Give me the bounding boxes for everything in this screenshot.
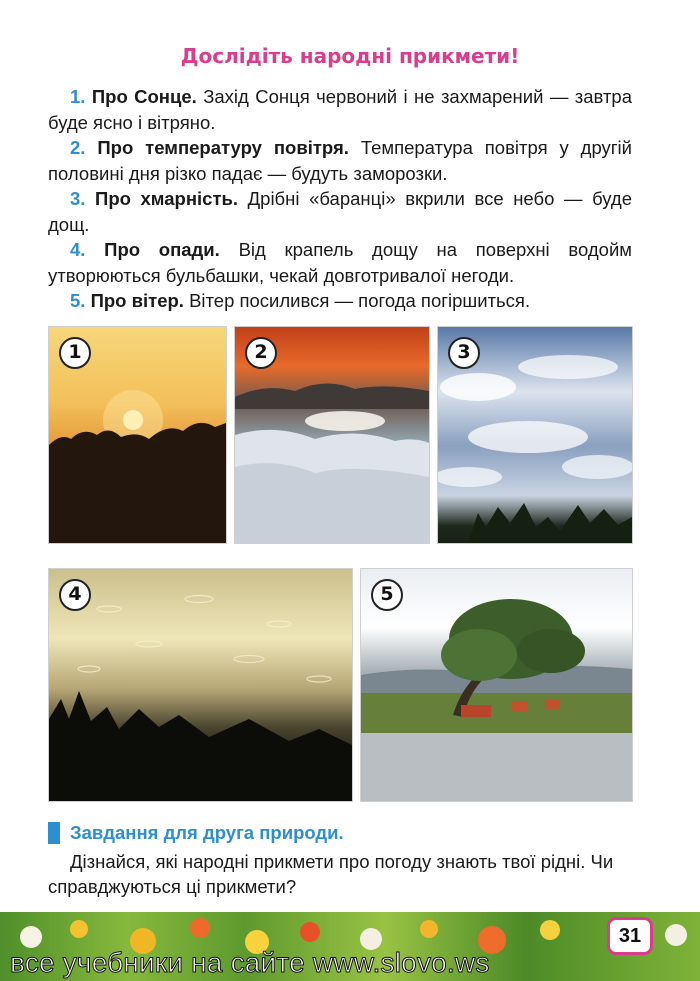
photo-number-badge: 1 — [59, 337, 91, 369]
flower-icon — [540, 920, 560, 940]
windy-tree-illustration — [361, 569, 632, 801]
sign-topic: Про опади. — [104, 239, 220, 260]
photo-rain-on-water — [48, 568, 353, 802]
flower-icon — [20, 926, 42, 948]
task-heading — [48, 820, 632, 846]
photo-number-badge: 2 — [245, 337, 277, 369]
sign-text: Від крапель дощу на поверхні водойм утворюються бульбашки, чекай довготривалої негоди. — [48, 239, 633, 286]
sign-item-air-temperature — [48, 135, 632, 186]
photo-frost — [234, 326, 430, 544]
sign-topic: Про Сонце. — [91, 86, 197, 107]
flower-icon — [300, 922, 320, 942]
sign-text: Температура повітря у другій половині дня різко падає — будуть заморозки. — [48, 137, 632, 184]
photo-number-badge: 4 — [59, 579, 91, 611]
flower-icon — [665, 924, 687, 946]
photo-sunset — [48, 326, 227, 544]
flower-icon — [420, 920, 438, 938]
sign-topic: Про хмарність. — [95, 188, 239, 209]
photo-clouds — [437, 326, 633, 544]
rain-water-illustration — [49, 569, 352, 801]
photo-tree-in-wind — [360, 568, 633, 802]
sign-item-sun — [48, 84, 632, 135]
sign-text: Дрібні «баранці» вкрили все небо — буде дощ. — [48, 188, 632, 235]
sign-item-precipitation — [48, 237, 632, 288]
sign-number: 3. — [70, 188, 86, 209]
sign-text: Вітер посилився — погода погіршиться. — [189, 290, 531, 311]
sign-number: 2. — [70, 137, 86, 158]
task-marker-bar — [48, 822, 60, 844]
photo-number-badge: 5 — [371, 579, 403, 611]
page-title: Дослідіть народні прикмети! — [180, 44, 520, 68]
footer-watermark-text: все учебники на сайте www.slovo.ws — [10, 947, 490, 978]
sign-item-wind — [48, 288, 632, 314]
page-number: 31 — [607, 917, 653, 955]
weather-signs-list — [48, 84, 632, 314]
task-text: Дізнайся, які народні прикмети про погоду знають твої рідні. Чи справджуються ці прикмети? — [48, 851, 614, 897]
sign-topic: Про температуру повітря. — [97, 137, 349, 158]
sign-number: 4. — [70, 239, 86, 260]
flower-icon — [190, 918, 210, 938]
sign-item-cloudiness — [48, 186, 632, 237]
sign-number: 1. — [70, 86, 86, 107]
sign-topic: Про вітер. — [90, 290, 184, 311]
photo-number-badge: 3 — [448, 337, 480, 369]
sign-number: 5. — [70, 290, 86, 311]
flower-icon — [70, 920, 88, 938]
task-title: Завдання для друга природи. — [70, 822, 344, 843]
sign-text: Захід Сонця червоний і не захмарений — завтра буде ясно і вітряно. — [48, 86, 632, 133]
